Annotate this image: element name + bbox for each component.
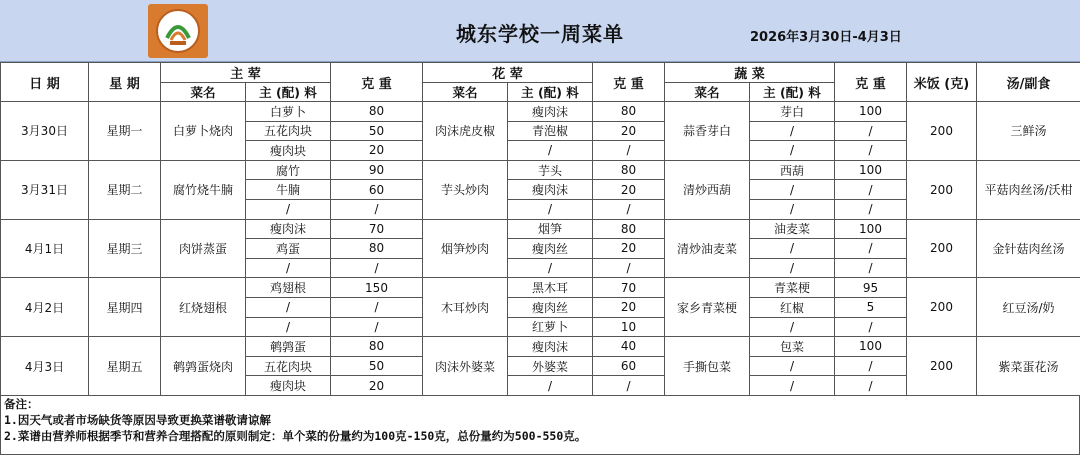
table-row	[1, 160, 1080, 180]
veg-weight: 5	[835, 297, 907, 317]
main-ingredient: /	[246, 199, 331, 219]
main-weight: 70	[331, 219, 423, 239]
col-veg-weight: 克 重	[835, 63, 907, 102]
main-weight: /	[331, 199, 423, 219]
half-weight: 40	[593, 337, 665, 357]
day-date: 4月2日	[1, 278, 89, 337]
half-weight: 10	[593, 317, 665, 337]
half-ingredient: 外婆菜	[508, 356, 593, 376]
main-ingredient: 鸡蛋	[246, 239, 331, 259]
soup-side: 三鲜汤	[977, 102, 1080, 161]
main-ingredient: 五花肉块	[246, 121, 331, 141]
veg-ingredient: /	[750, 239, 835, 259]
veg-ingredient: /	[750, 180, 835, 200]
col-main-name: 菜名	[161, 83, 246, 102]
half-ingredient: 青泡椒	[508, 121, 593, 141]
main-ingredient: 鹌鹑蛋	[246, 337, 331, 357]
rice-weight: 200	[907, 160, 977, 219]
main-ingredient: 白萝卜	[246, 102, 331, 122]
col-veg-ingredients: 主 (配) 料	[750, 83, 835, 102]
main-dish-name: 肉饼蒸蛋	[161, 219, 246, 278]
veg-weight: 100	[835, 337, 907, 357]
table-row	[1, 219, 1080, 239]
main-ingredient: 瘦肉沫	[246, 219, 331, 239]
col-veg-name: 菜名	[665, 83, 750, 102]
half-weight: 20	[593, 239, 665, 259]
veg-dish-name: 手撕包菜	[665, 337, 750, 396]
day-weekday: 星期三	[89, 219, 161, 278]
notes-line-1: 1.因天气或者市场缺货等原因导致更换菜谱敬请谅解	[4, 413, 271, 427]
main-ingredient: /	[246, 258, 331, 278]
half-weight: /	[593, 199, 665, 219]
main-weight: 20	[331, 141, 423, 161]
veg-weight: /	[835, 356, 907, 376]
half-weight: 20	[593, 180, 665, 200]
half-dish-name: 木耳炒肉	[423, 278, 508, 337]
veg-weight: /	[835, 180, 907, 200]
main-weight: 80	[331, 102, 423, 122]
col-veg-group: 蔬 菜	[665, 63, 835, 83]
veg-weight: 100	[835, 102, 907, 122]
half-weight: 20	[593, 297, 665, 317]
soup-side: 金针菇肉丝汤	[977, 219, 1080, 278]
veg-ingredient: 芽白	[750, 102, 835, 122]
veg-ingredient: 油麦菜	[750, 219, 835, 239]
main-weight: 150	[331, 278, 423, 298]
half-weight: 80	[593, 160, 665, 180]
soup-side: 红豆汤/奶	[977, 278, 1080, 337]
veg-weight: /	[835, 141, 907, 161]
half-dish-name: 烟笋炒肉	[423, 219, 508, 278]
half-weight: /	[593, 258, 665, 278]
col-main-group: 主 荤	[161, 63, 331, 83]
half-dish-name: 肉沫外婆菜	[423, 337, 508, 396]
col-rice: 米饭 (克)	[907, 63, 977, 102]
veg-ingredient: /	[750, 199, 835, 219]
main-weight: 90	[331, 160, 423, 180]
table-row	[1, 278, 1080, 298]
soup-side: 紫菜蛋花汤	[977, 337, 1080, 396]
half-ingredient: 烟笋	[508, 219, 593, 239]
main-ingredient: 腐竹	[246, 160, 331, 180]
half-ingredient: 瘦肉丝	[508, 297, 593, 317]
half-ingredient: 瘦肉沫	[508, 102, 593, 122]
day-weekday: 星期五	[89, 337, 161, 396]
veg-dish-name: 清炒西葫	[665, 160, 750, 219]
notes-line-2: 2.菜谱由营养师根据季节和营养合理搭配的原则制定：单个菜的份量约为100克-150克，总份量约为500-550克。	[4, 429, 587, 443]
main-weight: 80	[331, 337, 423, 357]
veg-weight: 100	[835, 160, 907, 180]
veg-weight: /	[835, 376, 907, 396]
main-ingredient: /	[246, 317, 331, 337]
soup-side: 平菇肉丝汤/沃柑	[977, 160, 1080, 219]
main-weight: /	[331, 317, 423, 337]
half-ingredient: 瘦肉沫	[508, 180, 593, 200]
day-date: 3月30日	[1, 102, 89, 161]
veg-ingredient: 青菜梗	[750, 278, 835, 298]
main-weight: /	[331, 258, 423, 278]
veg-ingredient: 西葫	[750, 160, 835, 180]
half-ingredient: /	[508, 376, 593, 396]
day-weekday: 星期四	[89, 278, 161, 337]
main-ingredient: 瘦肉块	[246, 376, 331, 396]
veg-ingredient: /	[750, 376, 835, 396]
main-weight: 20	[331, 376, 423, 396]
veg-weight: 100	[835, 219, 907, 239]
weekly-menu-table	[0, 62, 1080, 396]
col-main-ingredients: 主 (配) 料	[246, 83, 331, 102]
veg-ingredient: 红椒	[750, 297, 835, 317]
half-ingredient: 瘦肉沫	[508, 337, 593, 357]
half-ingredient: 黑木耳	[508, 278, 593, 298]
col-soup: 汤/副食	[977, 63, 1080, 102]
half-weight: 80	[593, 102, 665, 122]
veg-ingredient: /	[750, 141, 835, 161]
rice-weight: 200	[907, 337, 977, 396]
main-ingredient: /	[246, 297, 331, 317]
rice-weight: 200	[907, 219, 977, 278]
notes-section	[0, 396, 1080, 455]
half-ingredient: /	[508, 141, 593, 161]
half-dish-name: 肉沫虎皮椒	[423, 102, 508, 161]
page-title: 城东学校一周菜单	[456, 22, 624, 46]
day-date: 4月3日	[1, 337, 89, 396]
half-ingredient: 红萝卜	[508, 317, 593, 337]
veg-weight: /	[835, 317, 907, 337]
veg-ingredient: 包菜	[750, 337, 835, 357]
veg-weight: /	[835, 121, 907, 141]
notes-heading: 备注：	[4, 397, 39, 411]
table-row	[1, 337, 1080, 357]
main-ingredient: 牛腩	[246, 180, 331, 200]
col-half-ingredients: 主 (配) 料	[508, 83, 593, 102]
half-ingredient: 芋头	[508, 160, 593, 180]
half-ingredient: /	[508, 258, 593, 278]
day-weekday: 星期二	[89, 160, 161, 219]
day-date: 4月1日	[1, 219, 89, 278]
half-ingredient: 瘦肉丝	[508, 239, 593, 259]
half-weight: /	[593, 141, 665, 161]
rice-weight: 200	[907, 278, 977, 337]
half-weight: 60	[593, 356, 665, 376]
main-ingredient: 瘦肉块	[246, 141, 331, 161]
table-row	[1, 102, 1080, 122]
col-half-weight: 克 重	[593, 63, 665, 102]
half-weight: /	[593, 376, 665, 396]
day-weekday: 星期一	[89, 102, 161, 161]
main-ingredient: 五花肉块	[246, 356, 331, 376]
veg-ingredient: /	[750, 121, 835, 141]
main-weight: 80	[331, 239, 423, 259]
veg-dish-name: 清炒油麦菜	[665, 219, 750, 278]
main-dish-name: 腐竹烧牛腩	[161, 160, 246, 219]
menu-header	[0, 0, 1080, 62]
veg-ingredient: /	[750, 317, 835, 337]
veg-dish-name: 家乡青菜梗	[665, 278, 750, 337]
main-weight: 50	[331, 356, 423, 376]
veg-ingredient: /	[750, 356, 835, 376]
col-half-group: 花 荤	[423, 63, 593, 83]
main-dish-name: 红烧翅根	[161, 278, 246, 337]
main-weight: 50	[331, 121, 423, 141]
date-range: 2026年3月30日-4月3日	[750, 30, 902, 45]
half-ingredient: /	[508, 199, 593, 219]
main-dish-name: 鹌鹑蛋烧肉	[161, 337, 246, 396]
day-date: 3月31日	[1, 160, 89, 219]
col-half-name: 菜名	[423, 83, 508, 102]
col-weekday: 星 期	[89, 63, 161, 102]
veg-dish-name: 蒜香芽白	[665, 102, 750, 161]
half-dish-name: 芋头炒肉	[423, 160, 508, 219]
half-weight: 20	[593, 121, 665, 141]
main-dish-name: 白萝卜烧肉	[161, 102, 246, 161]
veg-weight: /	[835, 239, 907, 259]
rice-weight: 200	[907, 102, 977, 161]
veg-weight: /	[835, 258, 907, 278]
main-weight: /	[331, 297, 423, 317]
half-weight: 70	[593, 278, 665, 298]
half-weight: 80	[593, 219, 665, 239]
veg-weight: 95	[835, 278, 907, 298]
col-date: 日 期	[1, 63, 89, 102]
veg-ingredient: /	[750, 258, 835, 278]
col-main-weight: 克 重	[331, 63, 423, 102]
veg-weight: /	[835, 199, 907, 219]
main-weight: 60	[331, 180, 423, 200]
main-ingredient: 鸡翅根	[246, 278, 331, 298]
